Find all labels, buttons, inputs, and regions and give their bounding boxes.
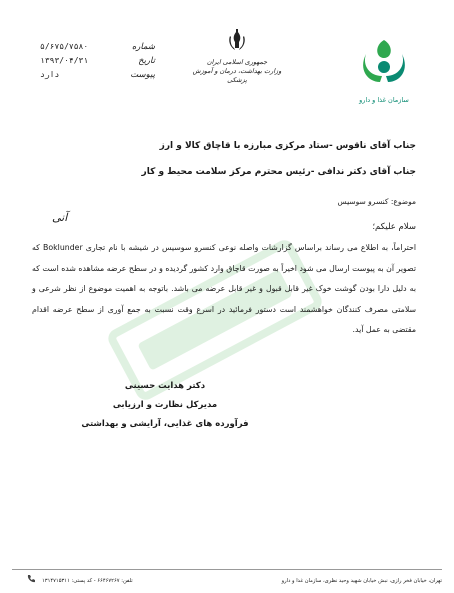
addressee-line-2: جناب آقای دکتر ندافی -رئیس محترم مرکز سلامت محیط و کار xyxy=(141,167,416,177)
fda-logo xyxy=(352,36,416,104)
date-value: ۱۳۹۳/۰۴/۳۱ xyxy=(40,56,89,65)
reference-block xyxy=(40,40,155,82)
signatory-title-2: فرآورده های غذایی، آرایشی و بهداشتی xyxy=(81,419,249,429)
letter-body: احتراماً، به اطلاع می رساند براساس گزارشات واصله نوعی کنسرو سوسیس در شیشه با نام تجاری Boklunder که تصویر آن به پیوست ارسال می شود اخیراً به صورت قاچاق وارد کشور گردیده و در سطح عرضه مشاهده شده است که به دلیل دارا بودن گوشت خوک غیر قابل قبول و غیر قابل عرضه می باشد. باتوجه به اهمیت موضوع از نظر شرعی و سلامتی مصرف کنندگان خواهشمند است دستور فرمائید در اسرع وقت نسبت به جمع آوری از سطح عرضه اقدام مقتضی به عمل آید. xyxy=(32,243,417,334)
org-name: سازمان غذا و دارو xyxy=(359,96,409,104)
addressee-line-1: جناب آقای ناقوس -ستاد مرکزی مبارزه با قاچاق کالا و ارز xyxy=(159,141,416,151)
footer-divider xyxy=(12,569,442,570)
phone-icon xyxy=(26,574,36,584)
ministry-emblem xyxy=(192,28,282,85)
subject-line: موضوع: کنسرو سوسیس xyxy=(337,197,416,206)
date-label: تاریخ xyxy=(138,56,155,66)
attachment-value: دارد xyxy=(40,70,60,79)
signatory-title-1: مدیرکل نظارت و ارزیابی xyxy=(112,400,218,410)
fda-logo-icon xyxy=(356,36,412,90)
signatory-name: دکتر هدایت حسینی xyxy=(124,381,206,391)
number-value: ۵/۶۷۵/۷۵۸۰ xyxy=(40,42,89,51)
emblem-caption-1: جمهوری اسلامی ایران xyxy=(206,58,268,66)
greeting: سلام علیکم؛ xyxy=(372,222,416,232)
number-label: شماره xyxy=(131,42,155,52)
footer-address: تهران، خیابان فخر رازی، نبش خیابان شهید وحید نظری، سازمان غذا و دارو xyxy=(281,578,442,584)
iran-emblem-icon xyxy=(224,28,250,54)
emblem-caption-2: وزارت بهداشت، درمان و آموزش پزشکی xyxy=(192,67,282,84)
attachment-label: پیوست xyxy=(130,70,155,80)
signature-block xyxy=(80,377,250,434)
urgency-mark: آنی xyxy=(52,211,68,224)
footer-phone: تلفن: ۶۶۴۶۷۲۶۷ - کد پستی: ۱۳۱۴۷۱۵۳۱۱ xyxy=(42,578,133,584)
